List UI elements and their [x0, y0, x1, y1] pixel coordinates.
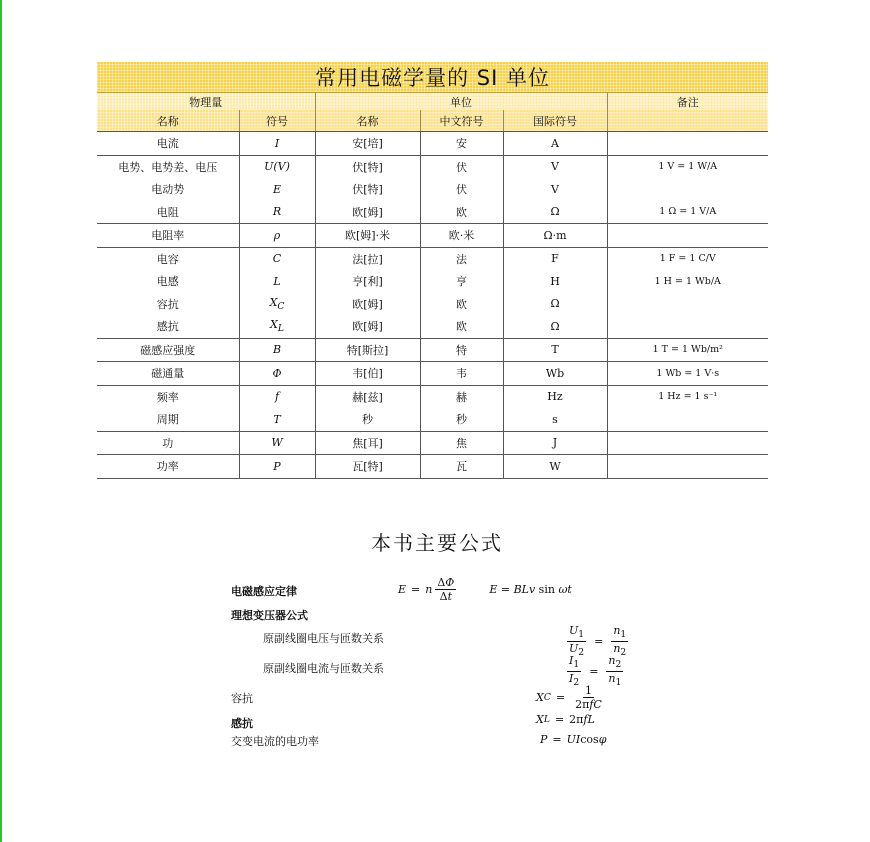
table-row [97, 201, 768, 224]
inductive-reactance-formula: X L = 2π fL [536, 713, 595, 726]
table-body [97, 132, 768, 479]
cell-chinese-symbol: 韦 [420, 362, 503, 386]
cell-intl-symbol: V [503, 155, 607, 178]
cell-chinese-symbol: 瓦 [420, 455, 503, 479]
faraday-law-label: 电磁感应定律 [231, 585, 297, 598]
cell-chinese-symbol: 秒 [420, 408, 503, 431]
capacitive-reactance-formula: X C = $\frac{1}{\text{2πfC}}$ [536, 684, 602, 711]
cell-intl-symbol: Ω [503, 293, 607, 316]
table-row [97, 338, 768, 362]
cell-unit-name: 特[斯拉] [315, 338, 420, 362]
cell-quantity-name: 功率 [97, 455, 239, 479]
formulas-title: 本书主要公式 [371, 531, 503, 555]
cell-remark: 1 H = 1 Wb/A [607, 270, 768, 293]
cell-intl-symbol: Ω [503, 201, 607, 224]
cell-intl-symbol: Wb [503, 362, 607, 386]
table-row [97, 408, 768, 431]
cell-unit-name: 亨[利] [315, 270, 420, 293]
cell-unit-name: 瓦[特] [315, 455, 420, 479]
cell-quantity-name: 感抗 [156, 320, 179, 334]
cell-quantity-name: 电容 [97, 247, 239, 270]
header-unit: 单位 [315, 93, 607, 111]
cell-symbol: L [239, 270, 315, 293]
cell-quantity-name: 电动势 [151, 183, 185, 197]
cell-unit-name: 欧[姆] [315, 315, 420, 338]
cell-unit-name: 伏[特] [315, 155, 420, 178]
cell-remark [607, 293, 768, 316]
table-row [97, 362, 768, 386]
cell-symbol: Φ [239, 362, 315, 386]
cell-remark: 1 Ω = 1 V/A [607, 201, 768, 224]
cell-symbol: U(V) [239, 155, 315, 178]
cell-quantity-name: 磁通量 [97, 362, 239, 386]
cell-symbol: T [239, 408, 315, 431]
cell-intl-symbol: A [503, 132, 607, 156]
voltage-ratio-label: 原副线圈电压与匝数关系 [263, 632, 384, 645]
cell-chinese-symbol: 焦 [420, 431, 503, 455]
cell-symbol: E [239, 178, 315, 201]
cell-chinese-symbol: 欧 [420, 315, 503, 338]
cell-remark: 1 Wb = 1 V·s [607, 362, 768, 386]
cell-symbol: $X_L$ [239, 315, 315, 338]
cell-chinese-symbol: 欧 [420, 201, 503, 224]
cell-unit-name: 欧[姆] [315, 293, 420, 316]
cell-symbol: I [239, 132, 315, 156]
cell-unit-name: 赫[兹] [315, 385, 420, 408]
cell-remark [607, 315, 768, 338]
cell-intl-symbol: F [503, 247, 607, 270]
cell-unit-name: 伏[特] [315, 178, 420, 201]
subheader-remark [607, 110, 768, 132]
transformer-label: 理想变压器公式 [231, 609, 308, 622]
header-remark: 备注 [607, 93, 768, 111]
cell-unit-name: 安[培] [315, 132, 420, 156]
si-units-table [97, 62, 768, 479]
table-title: 常用电磁学量的 SI 单位 [97, 62, 768, 93]
cell-unit-name: 焦[耳] [315, 431, 420, 455]
cell-unit-name: 秒 [315, 408, 420, 431]
table-row [97, 132, 768, 156]
cell-chinese-symbol: 欧·米 [420, 224, 503, 248]
cell-quantity-name: 电阻率 [97, 224, 239, 248]
cell-chinese-symbol: 赫 [420, 385, 503, 408]
faraday-law-formula: E = n $\frac{\Delta\Phi}{\Delta t}$ E = BLv sin ωt [398, 576, 572, 603]
table-row [97, 178, 768, 201]
table-row [97, 315, 768, 338]
subheader-intl-symbol: 国际符号 [503, 110, 607, 132]
cell-symbol: B [239, 338, 315, 362]
table-row [97, 247, 768, 270]
cell-chinese-symbol: 安 [420, 132, 503, 156]
cell-quantity-name: 电势、电势差、电压 [97, 155, 239, 178]
cell-intl-symbol: J [503, 431, 607, 455]
cell-intl-symbol: T [503, 338, 607, 362]
cell-remark: 1 T = 1 Wb/m² [607, 338, 768, 362]
cell-intl-symbol: Ω [503, 315, 607, 338]
cell-quantity-name: 电感 [156, 275, 179, 289]
table-row [97, 224, 768, 248]
cell-symbol: R [239, 201, 315, 224]
subheader-name: 名称 [97, 110, 239, 132]
table-row [97, 385, 768, 408]
cell-quantity-name: 容抗 [156, 297, 179, 311]
cell-unit-name: 韦[伯] [315, 362, 420, 386]
current-ratio-label: 原副线圈电流与匝数关系 [263, 662, 384, 675]
cell-chinese-symbol: 伏 [420, 155, 503, 178]
cell-remark [607, 132, 768, 156]
cell-unit-name: 欧[姆] [315, 201, 420, 224]
subheader-unit-name: 名称 [315, 110, 420, 132]
ac-power-label: 交变电流的电功率 [231, 735, 319, 748]
cell-remark [607, 455, 768, 479]
inductive-reactance-label: 感抗 [231, 717, 253, 730]
cell-remark [607, 408, 768, 431]
cell-symbol: P [239, 455, 315, 479]
cell-remark: 1 Hz = 1 s⁻¹ [607, 385, 768, 408]
cell-chinese-symbol: 特 [420, 338, 503, 362]
cell-symbol: W [239, 431, 315, 455]
subheader-chinese-symbol: 中文符号 [420, 110, 503, 132]
cell-intl-symbol: W [503, 455, 607, 479]
header-quantity: 物理量 [97, 93, 315, 111]
cell-intl-symbol: V [503, 178, 607, 201]
cell-quantity-name: 电流 [156, 137, 179, 151]
voltage-ratio-formula: $\frac{U_1}{U_2}$ = $\frac{n_1}{n_2}$ [569, 624, 627, 659]
cell-quantity-name: 周期 [156, 413, 179, 427]
cell-intl-symbol: Ω·m [503, 224, 607, 248]
cell-intl-symbol: H [503, 270, 607, 293]
cell-unit-name: 法[拉] [315, 247, 420, 270]
current-ratio-formula: $\frac{I_1}{I_2}$ = $\frac{n_2}{n_1}$ [569, 654, 622, 689]
table-row [97, 155, 768, 178]
capacitive-reactance-label: 容抗 [231, 692, 253, 705]
cell-chinese-symbol: 法 [420, 247, 503, 270]
cell-chinese-symbol: 伏 [420, 178, 503, 201]
cell-remark [607, 178, 768, 201]
table-row [97, 455, 768, 479]
cell-chinese-symbol: 亨 [420, 270, 503, 293]
cell-unit-name: 欧[姆]·米 [315, 224, 420, 248]
cell-remark [607, 431, 768, 455]
cell-remark [607, 224, 768, 248]
cell-symbol: ρ [239, 224, 315, 248]
cell-remark: 1 F = 1 C/V [607, 247, 768, 270]
cell-intl-symbol: Hz [503, 385, 607, 408]
cell-symbol: C [239, 247, 315, 270]
subheader-symbol: 符号 [239, 110, 315, 132]
ac-power-formula: P = UI cos φ [540, 733, 607, 746]
cell-chinese-symbol: 欧 [420, 293, 503, 316]
table-row [97, 293, 768, 316]
cell-intl-symbol: s [503, 408, 607, 431]
table-row [97, 270, 768, 293]
cell-quantity-name: 电阻 [156, 205, 179, 219]
cell-quantity-name: 功 [97, 431, 239, 455]
cell-quantity-name: 磁感应强度 [97, 338, 239, 362]
cell-remark: 1 V = 1 W/A [607, 155, 768, 178]
cell-quantity-name: 频率 [97, 385, 239, 408]
cell-symbol: f [239, 385, 315, 408]
table-row [97, 431, 768, 455]
cell-symbol: $X_C$ [239, 293, 315, 316]
